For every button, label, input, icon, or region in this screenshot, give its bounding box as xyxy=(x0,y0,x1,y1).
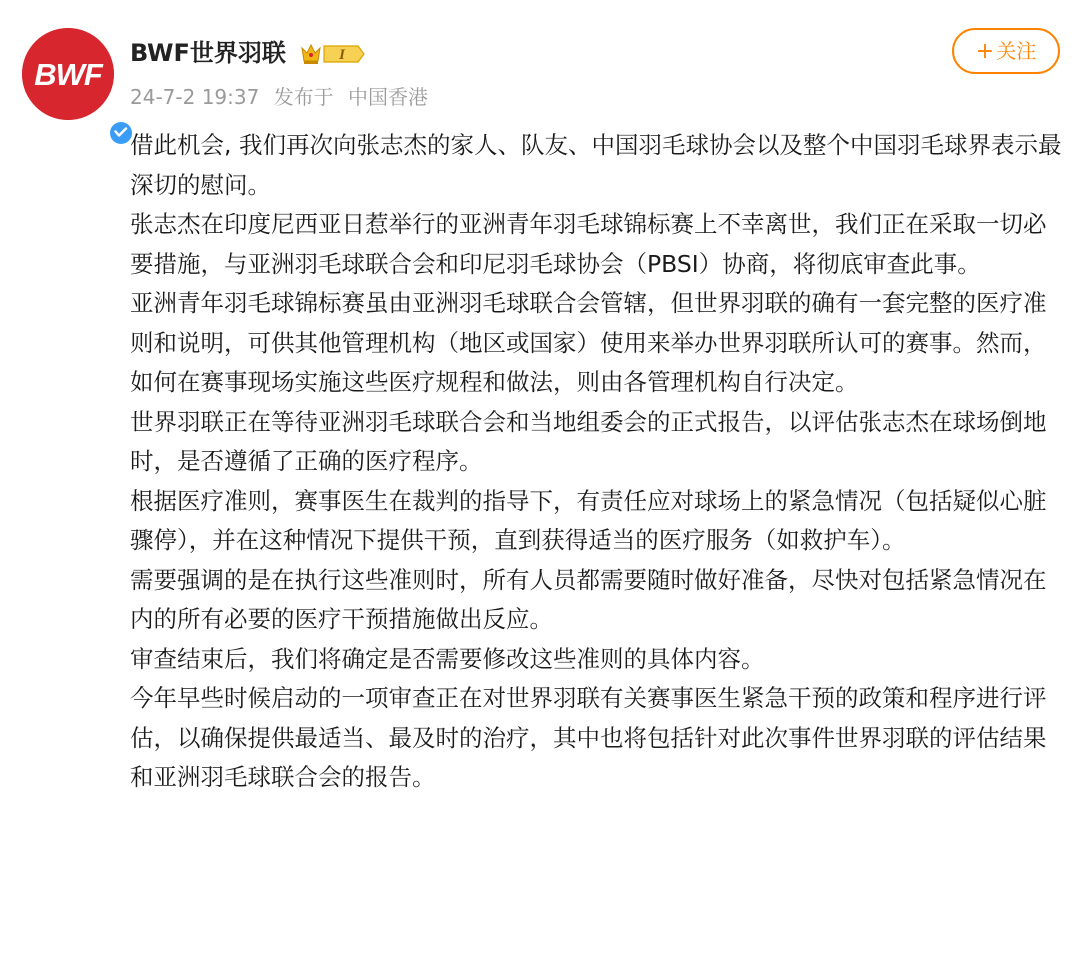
post-paragraph: 世界羽联正在等待亚洲羽毛球联合会和当地组委会的正式报告，以评估张志杰在球场倒地时，是否遵循了正确的医疗程序。 xyxy=(130,407,1047,475)
plus-icon: + xyxy=(975,39,995,64)
post-paragraph: 张志杰在印度尼西亚日惹举行的亚洲青年羽毛球锦标赛上不幸离世，我们正在采取一切必要措施，与亚洲羽毛球联合会和印尼羽毛球协会（PBSI）协商，将彻底审查此事。 xyxy=(130,210,1047,278)
post-paragraph: 借此机会, 我们再次向张志杰的家人、队友、中国羽毛球协会以及整个中国羽毛球界表示最深切的慰问。 xyxy=(130,131,1062,199)
post-paragraph: 需要强调的是在执行这些准则时，所有人员都需要随时做好准备，尽快对包括紧急情况在内的所有必要的医疗干预措施做出反应。 xyxy=(130,565,1047,633)
crown-icon xyxy=(302,45,320,64)
timestamp: 24-7-2 19:37 xyxy=(130,85,260,109)
post-content xyxy=(130,126,1065,798)
post-paragraph: 审查结束后，我们将确定是否需要修改这些准则的具体内容。 xyxy=(130,644,765,673)
avatar[interactable] xyxy=(22,28,114,120)
post-paragraph: 今年早些时候启动的一项审查正在对世界羽联有关赛事医生紧急干预的政策和程序进行评估，以确保提供最适当、最及时的治疗，其中也将包括针对此次事件世界羽联的评估结果和亚洲羽毛球联合会的报告。 xyxy=(130,684,1047,791)
location-prefix: 发布于 xyxy=(273,85,334,109)
post-paragraph: 亚洲青年羽毛球锦标赛虽由亚洲羽毛球联合会管辖，但世界羽联的确有一套完整的医疗准则和说明，可供其他管理机构（地区或国家）使用来举办世界羽联所认可的赛事。然而，如何在赛事现场实施这些医疗规程和做法，则由各管理机构自行决定。 xyxy=(130,289,1047,396)
verified-check-icon xyxy=(110,122,132,144)
post-paragraph: 根据医疗准则，赛事医生在裁判的指导下，有责任应对球场上的紧急情况（包括疑似心脏骤停），并在这种情况下提供干预，直到获得适当的医疗服务（如救护车）。 xyxy=(130,486,1047,554)
post-meta xyxy=(130,82,436,112)
avatar-logo-text: BWF xyxy=(34,57,102,92)
location: 中国香港 xyxy=(348,85,429,109)
follow-label: 关注 xyxy=(996,39,1037,63)
username[interactable]: BWF世界羽联 xyxy=(130,39,286,67)
bwf-logo xyxy=(22,28,114,120)
level-badge[interactable] xyxy=(300,40,366,68)
follow-button[interactable] xyxy=(952,28,1060,74)
level-badge-text: I xyxy=(339,47,345,63)
